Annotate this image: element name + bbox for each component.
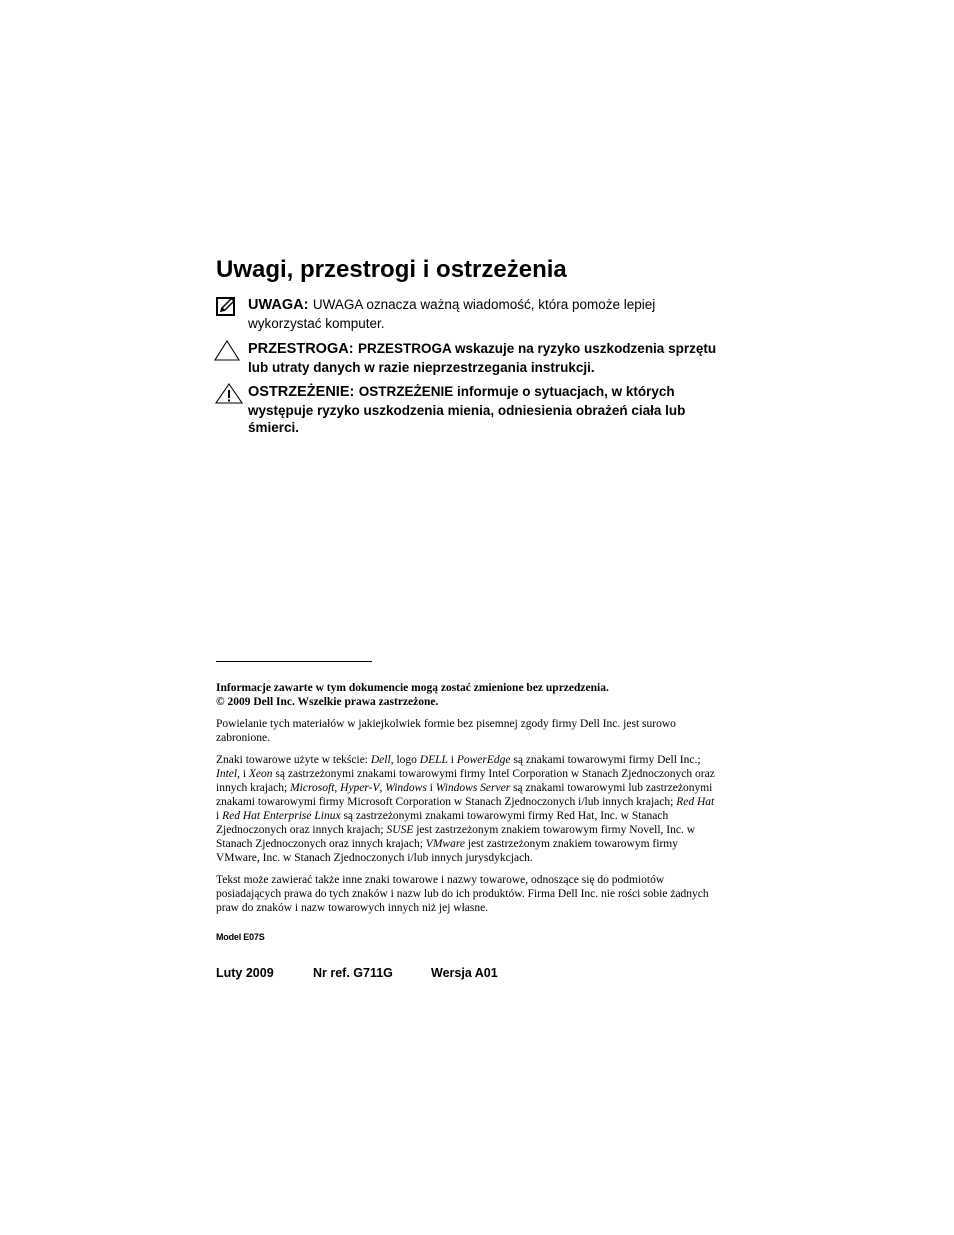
other-marks-notice: Tekst może zawierać także inne znaki towarowe i nazwy towarowe, odnoszące się do podmiotów posiadających prawa do tych znaków i nazw lub do ich produktów. Firma Dell Inc. nie rości sobie żadnych praw do znaków i nazw towarowych innych niż jej własne. bbox=[216, 874, 709, 914]
note-label: UWAGA: bbox=[248, 297, 309, 313]
trademark-text: i bbox=[426, 782, 436, 794]
trademark-name: SUSE bbox=[386, 824, 414, 836]
trademark-name: Intel bbox=[216, 768, 238, 780]
trademark-text: są zastrzeżonymi znakami towarowymi firmy Red Hat, Inc. w Stanach Zjednoczonych oraz innych krajach; bbox=[216, 810, 669, 836]
note-text: UWAGA oznacza ważną wiadomość, która pomoże lepiej wykorzystać komputer. bbox=[248, 297, 656, 331]
footer-ref: Nr ref. G711G bbox=[313, 966, 393, 980]
warning-text: OSTRZEŻENIE informuje o sytuacjach, w których występuje ryzyko uszkodzenia mienia, odniesienia obrażeń ciała lub śmierci. bbox=[248, 384, 686, 435]
trademark-name: PowerEdge bbox=[456, 754, 511, 766]
trademark-notice bbox=[216, 753, 716, 865]
trademark-name: Hyper-V bbox=[340, 782, 380, 794]
trademark-name: Red Hat Enterprise Linux bbox=[222, 810, 341, 822]
trademark-name: Red Hat bbox=[676, 796, 715, 808]
warning-triangle-icon bbox=[214, 383, 244, 410]
footer-version: Wersja A01 bbox=[431, 966, 498, 980]
trademark-text: są znakami towarowymi lub zastrzeżonymi znakami towarowymi firmy Microsoft Corporation w Stanach Zjednoczonych i/lub innych krajach; bbox=[216, 782, 713, 808]
caution-text: PRZESTROGA wskazuje na ryzyko uszkodzenia sprzętu lub utraty danych w razie nieprzestrzegania instrukcji. bbox=[248, 341, 717, 375]
trademark-name: VMware bbox=[425, 838, 465, 850]
footer-date: Luty 2009 bbox=[216, 966, 274, 980]
trademark-text: są znakami towarowymi firmy Dell Inc.; bbox=[510, 754, 701, 766]
trademark-name: Windows Server bbox=[435, 782, 511, 794]
trademark-name: Xeon bbox=[248, 768, 273, 780]
trademark-text: są zastrzeżonymi znakami towarowymi firmy Intel Corporation w Stanach Zjednoczonych oraz innych krajach; bbox=[216, 768, 715, 794]
trademark-name: Windows bbox=[385, 782, 427, 794]
warning-label: OSTRZEŻENIE: bbox=[248, 384, 355, 400]
trademark-name: Dell bbox=[370, 754, 391, 766]
legal-info-line: Informacje zawarte w tym dokumencie mogą zostać zmienione bez uprzedzenia. bbox=[216, 682, 609, 694]
section-divider bbox=[216, 661, 372, 662]
legal-info bbox=[216, 681, 716, 709]
trademark-text: i bbox=[216, 810, 223, 822]
trademark-text: jest zastrzeżonym znakiem towarowym firmy VMware, Inc. w Stanach Zjednoczonych i/lub innych jurysdykcjach. bbox=[216, 838, 678, 864]
page-title: Uwagi, przestrogi i ostrzeżenia bbox=[216, 256, 567, 283]
reproduction-notice: Powielanie tych materiałów w jakiejkolwiek formie bez pisemnej zgody firmy Dell Inc. jest surowo zabronione. bbox=[216, 718, 676, 744]
trademark-text: , logo bbox=[390, 754, 420, 766]
trademark-text: jest zastrzeżonym znakiem towarowym firmy Novell, Inc. w Stanach Zjednoczonych oraz innych krajach; bbox=[216, 824, 696, 850]
trademark-name: Microsoft bbox=[290, 782, 335, 794]
trademark-name: DELL bbox=[419, 754, 448, 766]
caution-triangle-icon bbox=[214, 340, 242, 367]
trademark-text: Znaki towarowe użyte w tekście: bbox=[216, 754, 371, 766]
trademark-text: , bbox=[334, 782, 341, 794]
trademark-text: i bbox=[447, 754, 457, 766]
model-number: Model E07S bbox=[216, 932, 265, 942]
trademark-text: , i bbox=[237, 768, 249, 780]
note-pencil-icon bbox=[214, 296, 240, 323]
caution-label: PRZESTROGA: bbox=[248, 341, 354, 357]
trademark-text: , bbox=[379, 782, 386, 794]
copyright-line: © 2009 Dell Inc. Wszelkie prawa zastrzeżone. bbox=[216, 696, 439, 708]
